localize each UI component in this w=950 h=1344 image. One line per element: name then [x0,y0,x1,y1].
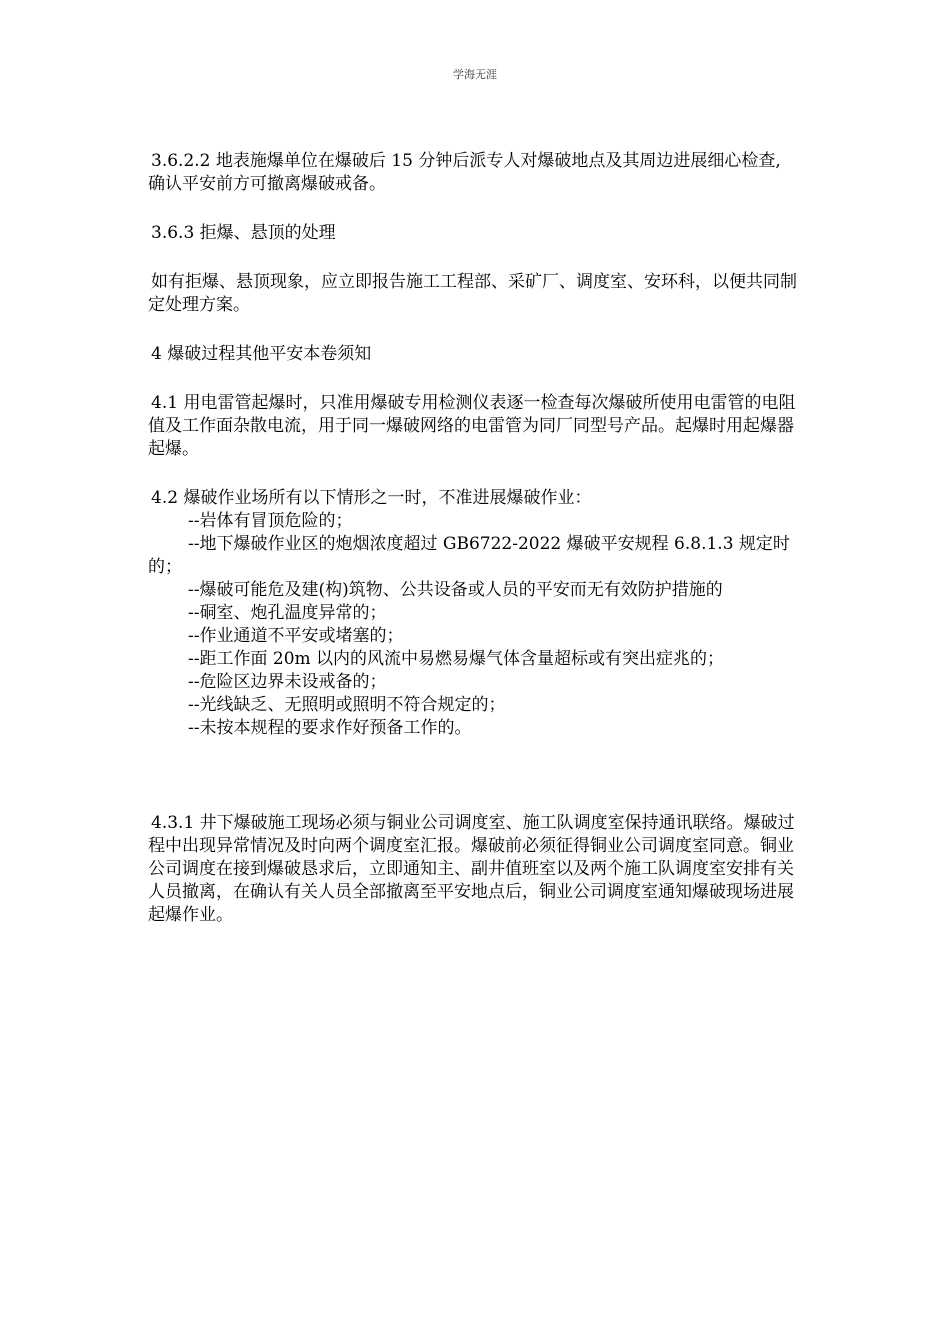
page-header: 学海无涯 [453,68,497,81]
list-item: --危险区边界未设戒备的； [188,672,387,692]
heading-3-6-3: 3.6.3 拒爆、悬顶的处理 [151,223,336,243]
list-item: --爆破可能危及建(构)筑物、公共设备或人员的平安而无有效防护措施的 [188,580,723,600]
list-item: --岩体有冒顶危险的； [188,511,353,531]
list-item: --作业通道不平安或堵塞的； [188,626,404,646]
paragraph-4-1: 4.1 用电雷管起爆时，只准用爆破专用检测仪表逐一检查每次爆破所使用电雷管的电阻值及工作面杂散电流，用于同一爆破网络的电雷管为同厂同型号产品。起爆时用起爆器起爆。 [148,393,796,459]
list-item: --地下爆破作业区的炮烟浓度超过 GB6722-2022 爆破平安规程 6.8.1.3 规定时的； [148,534,790,577]
paragraph-3-6-2-2: 3.6.2.2 地表施爆单位在爆破后 15 分钟后派专人对爆破地点及其周边进展细心检查, 确认平安前方可撤离爆破戒备。 [148,151,781,194]
list-item: --光线缺乏、无照明或照明不符合规定的； [188,695,506,715]
list-item: --未按本规程的要求作好预备工作的。 [188,718,472,738]
paragraph-misfire-handling: 如有拒爆、悬顶现象，应立即报告施工工程部、采矿厂、调度室、安环科，以便共同制定处理方案。 [148,272,797,315]
paragraph-4-3-1: 4.3.1 井下爆破施工现场必须与铜业公司调度室、施工队调度室保持通讯联络。爆破过程中出现异常情况及时向两个调度室汇报。爆破前必须征得铜业公司调度室同意。铜业公司调度在接到爆破恳求后，立即通知主、副井值班室以及两个施工队调度室安排有关人员撤离，在确认有关人员全部撤离至平安地点后，铜业公司调度室通知爆破现场进展起爆作业。 [148,813,795,925]
paragraph-4-2: 4.2 爆破作业场所有以下情形之一时，不准进展爆破作业： [151,488,592,508]
list-item: --硐室、炮孔温度异常的； [188,603,387,623]
document-body [148,150,803,927]
list-item: --距工作面 20m 以内的风流中易燃易爆气体含量超标或有突出症兆的； [188,649,725,669]
heading-section-4: 4 爆破过程其他平安本卷须知 [151,344,372,364]
